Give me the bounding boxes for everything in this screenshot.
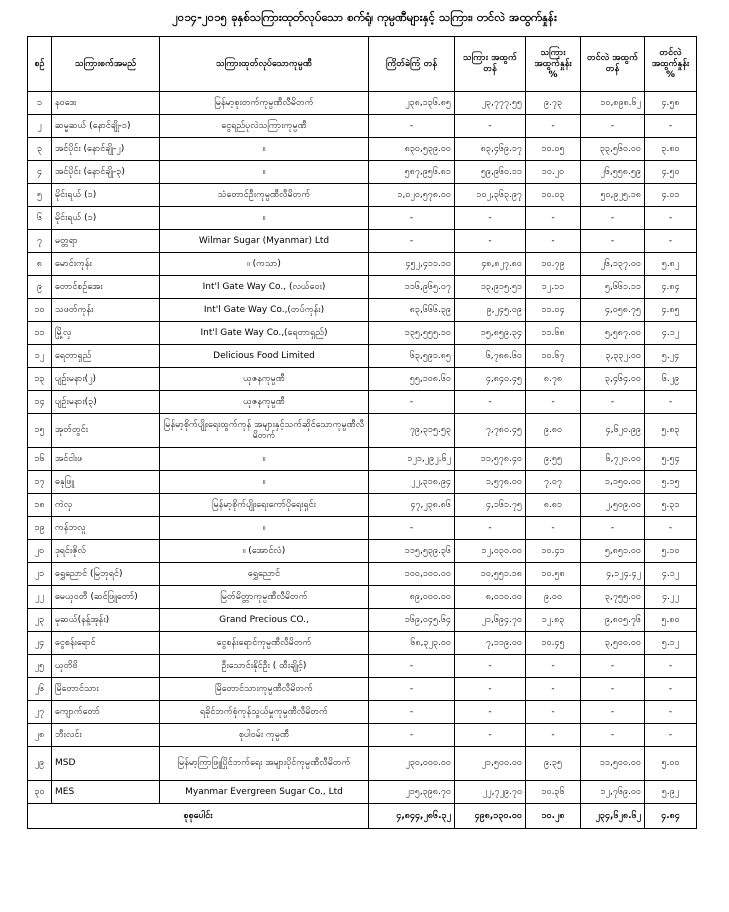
cell-sugar: - (455, 207, 526, 230)
total-label: စုစုပေါင်း (28, 804, 369, 829)
cell-molasses-pct: ၅.၅၄ (645, 448, 697, 471)
col-header-mill: သကြားစက်အမည် (52, 37, 160, 92)
cell-sugar: ၁၂,၀၃၀.၀၀ (455, 540, 526, 563)
sugar-production-table (27, 36, 697, 829)
cell-molasses: - (581, 207, 645, 230)
cell-no: ၂၀ (28, 540, 52, 563)
cell-mill: MSD (52, 747, 160, 781)
cell-sugar: ၉,၂၄၅.၀၉ (455, 299, 526, 322)
col-header-sugar: သကြား အထွက် တန် (455, 37, 526, 92)
cell-no: ၂ (28, 115, 52, 138)
table-row (28, 609, 697, 632)
cell-sugar: - (455, 701, 526, 724)
cell-molasses: ၂,၅၀၉.၀၀ (581, 494, 645, 517)
cell-cane: - (369, 678, 455, 701)
cell-cane: ၄၇,၂၃၈.၈၆ (369, 494, 455, 517)
cell-molasses-pct: ၄.၂၂ (645, 586, 697, 609)
cell-cane: ၂၁၅,၃၉၈.၇၀ (369, 781, 455, 804)
cell-mill: ဘီးလင်း (52, 724, 160, 747)
table-row (28, 253, 697, 276)
cell-sugar-pct: ၉.၇၃ (526, 92, 581, 115)
cell-mill: တောင်စဉ်အေး (52, 276, 160, 299)
page-title: ၂၀၁၄-၂၀၁၅ ခုနှစ်သကြားထုတ်လုပ်သော စက်ရုံ၊ ကုမ္ပဏီများနှင့် သကြား၊ တင်လဲ အထွက်နှုန်း (172, 10, 557, 24)
cell-no: ၂၃ (28, 609, 52, 632)
cell-no: ၇ (28, 230, 52, 253)
cell-molasses: ၃,၃၃၂.၀၀ (581, 345, 645, 368)
cell-no: ၂၅ (28, 655, 52, 678)
cell-cane: ၁,၀၂၀,၅၇၈.၀၀ (369, 184, 455, 207)
cell-mill: ငွေစန်းရောင် (52, 632, 160, 655)
cell-no: ၂၆ (28, 678, 52, 701)
cell-sugar: ၆,၇၈၈.၆၀ (455, 345, 526, 368)
cell-sugar: - (455, 678, 526, 701)
table-row (28, 115, 697, 138)
total-molasses-pct: ၄.၈၄ (645, 804, 697, 829)
cell-sugar: ၈,၀၁၀.၀၀ (455, 586, 526, 609)
cell-molasses-pct: ၅.၈၀ (645, 609, 697, 632)
col-header-company: သကြားထုတ်လုပ်သောကုမ္ပဏီ (160, 37, 369, 92)
cell-molasses-pct: ၄.၈၄ (645, 276, 697, 299)
cell-sugar: ၈၃,၄၆၉.၁၇ (455, 138, 526, 161)
cell-mill: ရေတာရှည် (52, 345, 160, 368)
cell-sugar-pct: ၁၁.၆၈ (526, 322, 581, 345)
cell-molasses: ၁၀,၈၉၈.၆၂ (581, 92, 645, 115)
cell-cane: ၂၃၀,၀၀၀.၀၀ (369, 747, 455, 781)
col-header-no: စဉ် (28, 37, 52, 92)
cell-company: ယုဇနကုမ္ပဏီ (160, 368, 369, 391)
cell-molasses-pct: - (645, 115, 697, 138)
cell-cane: ၈၉,၀၀၀.၀၀ (369, 586, 455, 609)
cell-no: ၂၉ (28, 747, 52, 781)
cell-company: စုပါဝမ်း ကုမ္ပဏီ (160, 724, 369, 747)
cell-sugar-pct: ၁၀.၄၅ (526, 632, 581, 655)
table-row (28, 471, 697, 494)
cell-no: ၁၁ (28, 322, 52, 345)
cell-molasses-pct: - (645, 724, 697, 747)
cell-mill: ပျဉ်းမနား(၃) (52, 391, 160, 414)
cell-sugar-pct: ၁၀.၂၀ (526, 161, 581, 184)
cell-cane: ၁၁၅,၅၃၉.၃၆ (369, 540, 455, 563)
table-row (28, 655, 697, 678)
cell-sugar-pct: - (526, 678, 581, 701)
cell-cane: - (369, 655, 455, 678)
table-row (28, 368, 697, 391)
cell-molasses-pct: ၅.၁၀ (645, 540, 697, 563)
cell-molasses-pct: ၅.၁၅ (645, 471, 697, 494)
cell-sugar-pct: ၁၂.၁၁ (526, 276, 581, 299)
cell-mill: ကဲလှ (52, 494, 160, 517)
table-row (28, 345, 697, 368)
total-sugar-pct: ၁၀.၂၈ (526, 804, 581, 829)
cell-mill: အင်ပိုင်း (နောင်ချို-၂) (52, 138, 160, 161)
cell-sugar: ၁,၅၇၈.၀၀ (455, 471, 526, 494)
cell-no: ၃ (28, 138, 52, 161)
cell-company: Grand Precious CO., (160, 609, 369, 632)
cell-company: ။ (160, 517, 369, 540)
table-row (28, 92, 697, 115)
cell-no: ၃၀ (28, 781, 52, 804)
cell-mill: အင်ငါးဖ (52, 448, 160, 471)
cell-company: Delicious Food Limited (160, 345, 369, 368)
cell-cane: ၇၉,၃၁၅.၅၃ (369, 414, 455, 448)
cell-no: ၂၈ (28, 724, 52, 747)
cell-company: မြန်မာ့စုးတက်ကုမ္ပဏီလီမိတက် (160, 92, 369, 115)
cell-sugar: - (455, 655, 526, 678)
cell-sugar: ၇,၇၈၀.၄၅ (455, 414, 526, 448)
cell-sugar-pct: ၁၂.၈၃ (526, 609, 581, 632)
cell-molasses-pct: - (645, 230, 697, 253)
total-cane: ၄,၈၄၄,၂၈၆.၃၂ (369, 804, 455, 829)
table-row (28, 701, 697, 724)
cell-company: ရွှေညောင် (160, 563, 369, 586)
cell-sugar-pct: ၁၀.၅၈ (526, 563, 581, 586)
cell-no: ၁၄ (28, 391, 52, 414)
cell-mill: မြိတောင်သား (52, 678, 160, 701)
cell-sugar-pct: - (526, 115, 581, 138)
cell-no: ၂၁ (28, 563, 52, 586)
cell-cane: - (369, 701, 455, 724)
cell-no: ၆ (28, 207, 52, 230)
cell-cane: ၁၁၆,၉၆၅.၀၇ (369, 276, 455, 299)
cell-mill: အင်ပိုင်း (နောင်ချို-၃) (52, 161, 160, 184)
cell-molasses: ၂၆,၁၃၇.၀၀ (581, 253, 645, 276)
cell-mill: သဖတ်ကုန်း (52, 299, 160, 322)
total-molasses: ၂၃၄,၆၂၈.၆၂ (581, 804, 645, 829)
table-row (28, 184, 697, 207)
col-header-cane: ကြိတ်ခဲကြံ တန် (369, 37, 455, 92)
cell-sugar-pct: ၁၀.၇၉ (526, 253, 581, 276)
cell-cane: ၁၃၅,၅၅၅.၁၀ (369, 322, 455, 345)
cell-molasses: - (581, 230, 645, 253)
cell-molasses-pct: ၅.၀၀ (645, 747, 697, 781)
cell-sugar-pct: ၁၀.၄၁ (526, 540, 581, 563)
cell-molasses: - (581, 655, 645, 678)
cell-molasses: ၅,၈၅၁.၀၀ (581, 540, 645, 563)
cell-molasses: ၅,၆၆၁.၁၁ (581, 276, 645, 299)
table-row (28, 391, 697, 414)
cell-sugar-pct: ၁၀.၀၅ (526, 138, 581, 161)
cell-sugar-pct: ၁၀.၃၆ (526, 781, 581, 804)
cell-cane: ၁၆၉,၀၄၅.၆၄ (369, 609, 455, 632)
cell-molasses: ၉,၈၀၅.၇၆ (581, 609, 645, 632)
cell-molasses: ၂၆,၅၅၈.၅၉ (581, 161, 645, 184)
cell-no: ၁၂ (28, 345, 52, 368)
cell-no: ၂၄ (28, 632, 52, 655)
cell-cane: - (369, 207, 455, 230)
cell-sugar: - (455, 724, 526, 747)
cell-sugar-pct: ၉.၅၅ (526, 448, 581, 471)
cell-sugar-pct: ၁၀.၆၇ (526, 345, 581, 368)
cell-molasses: ၃,၅၀၀.၀၀ (581, 632, 645, 655)
cell-molasses: ၅,၅၈၇.၀၀ (581, 322, 645, 345)
cell-molasses: ၄,၀၅၈.၇၅ (581, 299, 645, 322)
cell-sugar-pct: - (526, 724, 581, 747)
cell-mill: ပျဉ်းမနား(၂) (52, 368, 160, 391)
cell-cane: ၈၃,၆၆၆.၃၉ (369, 299, 455, 322)
cell-sugar: - (455, 115, 526, 138)
cell-sugar-pct: - (526, 391, 581, 414)
cell-molasses: ၃,၇၅၅.၀၀ (581, 586, 645, 609)
cell-company: မြိတောင်သားကုမ္ပဏီလီမိတက် (160, 678, 369, 701)
cell-no: ၁၆ (28, 448, 52, 471)
cell-no: ၁၇ (28, 471, 52, 494)
cell-cane: - (369, 230, 455, 253)
cell-molasses-pct: ၃.၈၀ (645, 138, 697, 161)
cell-no: ၁၉ (28, 517, 52, 540)
cell-molasses-pct: ၆.၂၉ (645, 368, 697, 391)
col-header-sugar-pct: သကြား အထွက်နှုန်း % (526, 37, 581, 92)
cell-mill: ယုတိဗိ (52, 655, 160, 678)
total-sugar: ၄၉၈,၁၃၀.၀၀ (455, 804, 526, 829)
table-row (28, 276, 697, 299)
cell-molasses-pct: ၄.၁၂ (645, 322, 697, 345)
cell-mill: မိုင်းရယ် (၁) (52, 207, 160, 230)
cell-sugar: ၁၃,၉၁၅.၅၁ (455, 276, 526, 299)
cell-sugar-pct: - (526, 701, 581, 724)
cell-company: မြန်မာ့စိုက်ပျိုးရေးကော်ပိုရေးရှင်း (160, 494, 369, 517)
cell-cane: ၈၃၀,၅၃၉.၀၀ (369, 138, 455, 161)
cell-molasses: ၁,၁၅၀.၀၀ (581, 471, 645, 494)
cell-sugar-pct: ၁၁.၀၄ (526, 299, 581, 322)
cell-company: Int'l Gate Way Co.,(ရေတာရှည်) (160, 322, 369, 345)
cell-company: သံတောင်ဦးကုမ္ပဏီလီမိတက် (160, 184, 369, 207)
table-row (28, 414, 697, 448)
cell-molasses: ၁၂,၇၆၉.၀၀ (581, 781, 645, 804)
cell-molasses-pct: ၄.၅၈ (645, 92, 697, 115)
cell-sugar-pct: - (526, 655, 581, 678)
table-row (28, 632, 697, 655)
cell-cane: ၆၃,၅၉၁.၈၅ (369, 345, 455, 368)
table-row (28, 540, 697, 563)
table-row (28, 161, 697, 184)
total-row (28, 804, 697, 829)
cell-sugar: ၂၁,၅၀၀.၀၀ (455, 747, 526, 781)
cell-cane: ၅၈၇,၉၅၆.၈၁ (369, 161, 455, 184)
cell-molasses: ၁၁,၅၀၀.၀၀ (581, 747, 645, 781)
cell-sugar-pct: ၉.၃၅ (526, 747, 581, 781)
cell-company: Myanmar Evergreen Sugar Co., Ltd (160, 781, 369, 804)
table-row (28, 781, 697, 804)
cell-molasses: ၄,၁၂၄.၄၂ (581, 563, 645, 586)
cell-sugar: ၂၁,၆၉၄.၇၀ (455, 609, 526, 632)
cell-mill: ဒုရင်းဇိုလ် (52, 540, 160, 563)
cell-mill: မောင်းကုန်း (52, 253, 160, 276)
cell-cane: ၂၂,၃၁၈.၉၄ (369, 471, 455, 494)
cell-molasses: - (581, 701, 645, 724)
cell-company: မြန်မာ့စိုက်ပျိုးရေးထွက်ကုန် အများနှင့်သက်ဆိုင်သောကုမ္ပဏီလီမိတက် (160, 414, 369, 448)
cell-no: ၈ (28, 253, 52, 276)
cell-no: ၁၅ (28, 414, 52, 448)
cell-molasses-pct: ၅.၈၃ (645, 414, 697, 448)
cell-company: Int'l Gate Way Co.,(တပ်ကုန်း) (160, 299, 369, 322)
cell-no: ၁၀ (28, 299, 52, 322)
cell-mill: မြို့လှ (52, 322, 160, 345)
table-row (28, 207, 697, 230)
cell-company: ။ (အောင်လံ) (160, 540, 369, 563)
cell-molasses-pct: - (645, 207, 697, 230)
cell-sugar: ၁၅,၈၅၉.၃၄ (455, 322, 526, 345)
cell-company: ။ (ကသာ) (160, 253, 369, 276)
cell-mill: မိုင်းရယ် (၁) (52, 184, 160, 207)
cell-molasses-pct: ၅.၃၁ (645, 494, 697, 517)
cell-mill: ဓနုဖြူ (52, 471, 160, 494)
table-row (28, 747, 697, 781)
cell-molasses-pct: - (645, 678, 697, 701)
table-row (28, 230, 697, 253)
cell-mill: ကန်ဘလူ (52, 517, 160, 540)
cell-company: ရခိုင်ဘက်စုံကုန်သွယ်မှုကုမ္ပဏီလီမိတက် (160, 701, 369, 724)
cell-mill: ကျောက်တော် (52, 701, 160, 724)
cell-company: ငွေစန်းရောင်ကုမ္ပဏီလီမိတက် (160, 632, 369, 655)
cell-molasses: ၆,၇၂၀.၀၀ (581, 448, 645, 471)
cell-mill: အုတ်တွင်း (52, 414, 160, 448)
cell-molasses: - (581, 678, 645, 701)
cell-sugar: - (455, 230, 526, 253)
cell-sugar-pct: ၁၀.၀၃ (526, 184, 581, 207)
cell-no: ၁၈ (28, 494, 52, 517)
cell-sugar: ၁၀၂,၃၆၃.၉၇ (455, 184, 526, 207)
cell-sugar: ၁၁,၅၇၈.၄၀ (455, 448, 526, 471)
table-row (28, 586, 697, 609)
cell-molasses: - (581, 724, 645, 747)
cell-sugar-pct: ၈.၈၁ (526, 494, 581, 517)
cell-no: ၁ (28, 92, 52, 115)
cell-sugar: ၄၈,၈၂၇.၈၀ (455, 253, 526, 276)
cell-mill: MES (52, 781, 160, 804)
table-row (28, 299, 697, 322)
cell-no: ၂၇ (28, 701, 52, 724)
cell-cane: - (369, 391, 455, 414)
table-row (28, 563, 697, 586)
cell-sugar: ၄,၈၄၀.၄၅ (455, 368, 526, 391)
cell-no: ၉ (28, 276, 52, 299)
cell-molasses-pct: ၅.၂၄ (645, 345, 697, 368)
cell-sugar-pct: - (526, 207, 581, 230)
table-row (28, 678, 697, 701)
cell-cane: - (369, 115, 455, 138)
cell-molasses-pct: ၄.၅၀ (645, 161, 697, 184)
cell-company: Int'l Gate Way Co., (လယ်ဝေး) (160, 276, 369, 299)
table-row (28, 138, 697, 161)
cell-mill: နဝဒေး (52, 92, 160, 115)
cell-cane: - (369, 517, 455, 540)
cell-cane: - (369, 724, 455, 747)
cell-molasses: - (581, 517, 645, 540)
cell-cane: ၅၅,၁၀၈.၆၀ (369, 368, 455, 391)
cell-molasses: ၅၀,၉၂၅.၁၈ (581, 184, 645, 207)
col-header-molasses-pct: တင်လဲ အထွက်နှုန်း % (645, 37, 697, 92)
cell-molasses: ၃၃,၅၆၀.၀၀ (581, 138, 645, 161)
cell-molasses-pct: - (645, 391, 697, 414)
col-header-molasses: တင်လဲ အထွက် တန် (581, 37, 645, 92)
cell-sugar: ၇,၁၁၉.၀၀ (455, 632, 526, 655)
cell-company: ။ (160, 471, 369, 494)
cell-company: ဦးသောင်းနိုင်ဦး ( ထီးချိုင့်) (160, 655, 369, 678)
cell-molasses: ၄,၆၂၀.၉၉ (581, 414, 645, 448)
cell-cane: ၂၃၈,၁၃၆.၈၅ (369, 92, 455, 115)
cell-company: ။ (160, 161, 369, 184)
cell-sugar: - (455, 391, 526, 414)
cell-mill: ရွှေညောင် (မြဘုရင်) (52, 563, 160, 586)
table-row (28, 448, 697, 471)
cell-company: မြတ်မိတ္တာကုမ္ပဏီလီမိတက် (160, 586, 369, 609)
cell-molasses-pct: ၄.၀၁ (645, 184, 697, 207)
cell-sugar-pct: ၉.၈၀ (526, 414, 581, 448)
cell-sugar-pct: - (526, 517, 581, 540)
cell-cane: ၆၈,၃၂၃.၀၀ (369, 632, 455, 655)
cell-sugar: ၁၀,၅၅၁.၁၈ (455, 563, 526, 586)
cell-molasses-pct: - (645, 517, 697, 540)
cell-mill: မေယုဝတီ (ဆင်ဖြူတော်) (52, 586, 160, 609)
cell-sugar-pct: ၇.၀၇ (526, 471, 581, 494)
cell-cane: ၁၂၁,၂၉၂.၆၂ (369, 448, 455, 471)
cell-sugar: ၅၉,၉၆၀.၁၁ (455, 161, 526, 184)
cell-molasses-pct: - (645, 701, 697, 724)
table-row (28, 322, 697, 345)
cell-company: ယုဇနကုမ္ပဏီ (160, 391, 369, 414)
table-row (28, 517, 697, 540)
cell-molasses-pct: ၅.၁၂ (645, 632, 697, 655)
cell-cane: ၁၀၀,၁၀၀.၀၀ (369, 563, 455, 586)
cell-company: မြန်မာ့ကြာဖြူပြိုင်ဘက်ရေး အများပိုင်ကုမ္ပဏီလီမိတက် (160, 747, 369, 781)
cell-molasses-pct: ၅.၈၂ (645, 253, 697, 276)
cell-molasses: - (581, 115, 645, 138)
cell-molasses-pct: - (645, 655, 697, 678)
cell-sugar: - (455, 517, 526, 540)
cell-no: ၂၂ (28, 586, 52, 609)
cell-molasses: ၃,၄၆၄.၀၀ (581, 368, 645, 391)
cell-molasses-pct: ၄.၁၂ (645, 563, 697, 586)
cell-mill: မုဆယ်(နန့်အုန်း) (52, 609, 160, 632)
cell-no: ၁၃ (28, 368, 52, 391)
cell-no: ၅ (28, 184, 52, 207)
table-row (28, 494, 697, 517)
cell-company: ။ (160, 207, 369, 230)
cell-company: ။ (160, 138, 369, 161)
cell-mill: မတ္တရာ (52, 230, 160, 253)
cell-company: ငွေရည်ပုလဲသကြားကုမ္ပဏီ (160, 115, 369, 138)
cell-mill: ဆမ္မဆယ် (နောင်ချို-၁) (52, 115, 160, 138)
cell-cane: ၄၅၂,၄၁၁.၁၀ (369, 253, 455, 276)
cell-no: ၄ (28, 161, 52, 184)
cell-sugar-pct: ၈.၇၈ (526, 368, 581, 391)
cell-molasses: - (581, 391, 645, 414)
cell-sugar-pct: - (526, 230, 581, 253)
cell-sugar: ၂၂,၇၂၉.၇၀ (455, 781, 526, 804)
cell-company: ။ (160, 448, 369, 471)
cell-molasses-pct: ၅.၉၂ (645, 781, 697, 804)
cell-company: Wilmar Sugar (Myanmar) Ltd (160, 230, 369, 253)
table-row (28, 724, 697, 747)
header-row (28, 37, 697, 92)
cell-sugar: ၂၃,၇၇၇.၅၅ (455, 92, 526, 115)
cell-molasses-pct: ၄.၈၅ (645, 299, 697, 322)
cell-sugar: ၄,၁၆၁.၇၅ (455, 494, 526, 517)
cell-sugar-pct: ၉.၀၀ (526, 586, 581, 609)
